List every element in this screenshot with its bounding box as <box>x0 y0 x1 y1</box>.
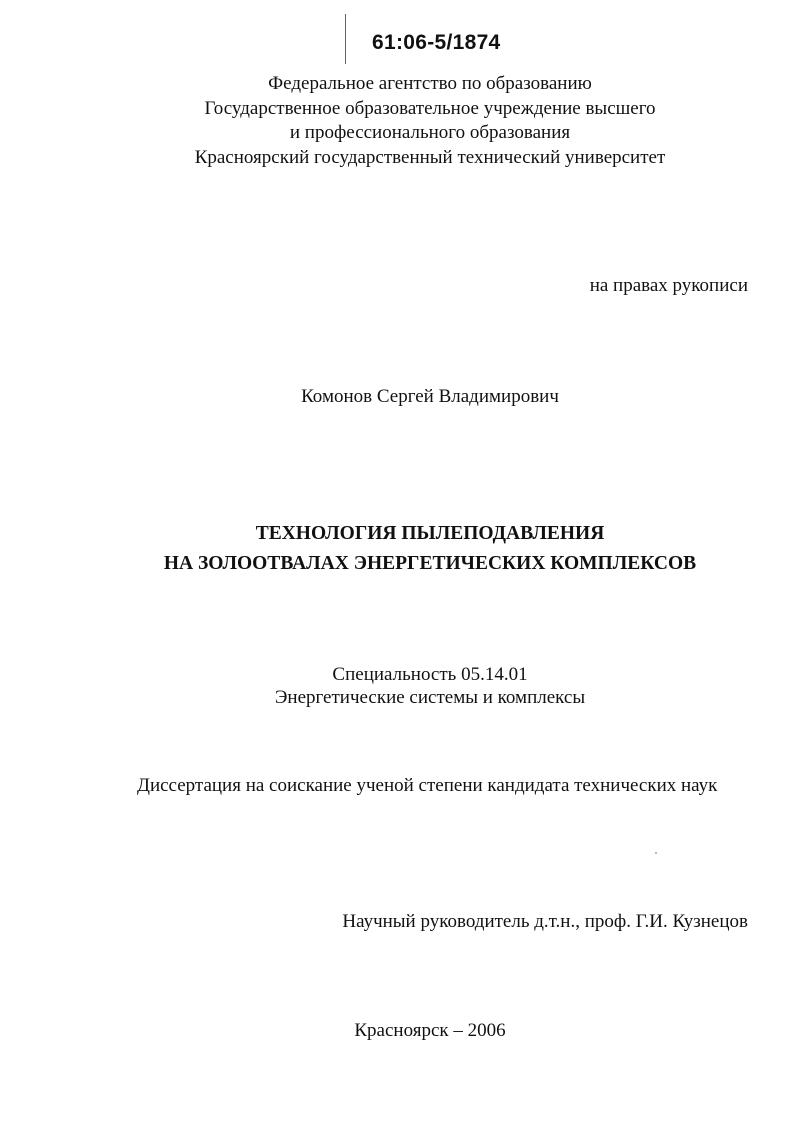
thesis-title-line-1: ТЕХНОЛОГИЯ ПЫЛЕПОДАВЛЕНИЯ <box>255 523 605 544</box>
catalog-stamp: 61:06-5/1874 <box>372 31 501 54</box>
organization-header <box>0 72 800 170</box>
manuscript-note: на правах рукописи <box>589 275 748 296</box>
organization-line-education: и профессионального образования <box>289 122 571 143</box>
organization-line-university: Красноярский государственный технический университет <box>194 146 666 168</box>
scientific-supervisor: Научный руководитель д.т.н., проф. Г.И. Кузнецов <box>342 911 748 932</box>
specialty-block <box>0 663 800 709</box>
specialty-name: Энергетические системы и комплексы <box>274 687 586 708</box>
organization-line-agency: Федеральное агентство по образованию <box>268 73 592 94</box>
thesis-title <box>0 519 800 579</box>
specialty-code: Специальность 05.14.01 <box>332 664 528 685</box>
thesis-title-line-2: НА ЗОЛООТВАЛАХ ЭНЕРГЕТИЧЕСКИХ КОМПЛЕКСОВ <box>163 553 697 574</box>
scan-artifact-dot <box>655 852 657 854</box>
dissertation-degree: Диссертация на соискание ученой степени кандидата технических наук <box>137 775 718 796</box>
city-year: Красноярск – 2006 <box>354 1020 506 1041</box>
organization-line-institution: Государственное образовательное учреждение высшего <box>204 97 656 119</box>
author-name: Комонов Сергей Владимирович <box>301 386 559 407</box>
scan-artifact-line <box>345 14 346 64</box>
